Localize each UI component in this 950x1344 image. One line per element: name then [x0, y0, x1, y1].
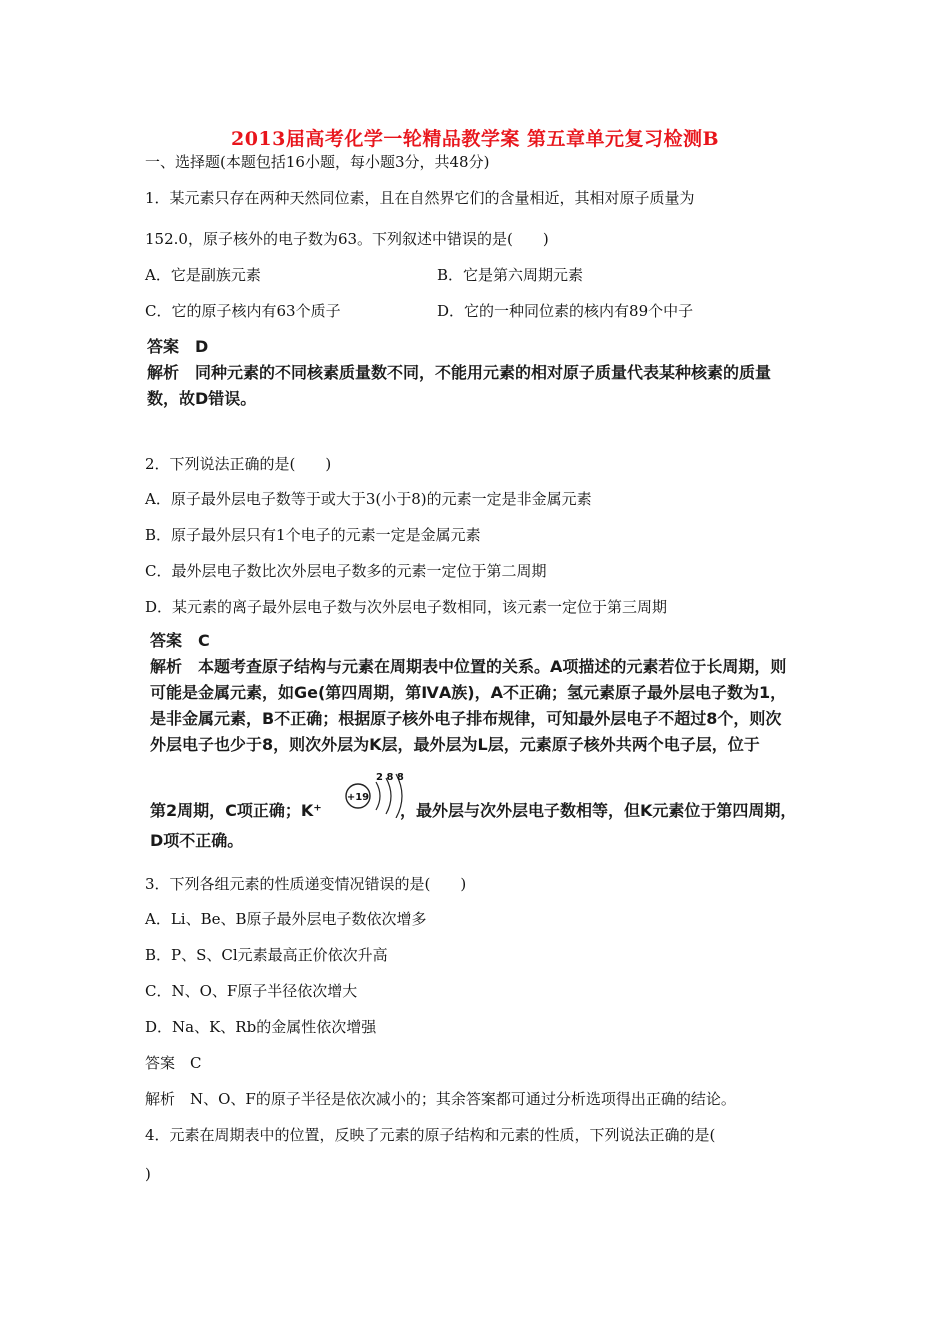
- q2-stem: 2．下列说法正确的是( ): [145, 455, 332, 473]
- q1-analysis-line2: 数，故D错误。: [147, 389, 257, 408]
- q1-option-b: B．它是第六周期元素: [437, 266, 584, 284]
- q2-analysis-line4: 外层电子也少于8，则次外层为K层，最外层为L层，元素原子核外共两个电子层，位于: [150, 735, 760, 754]
- q2-analysis-line6: D项不正确。: [150, 831, 244, 850]
- atom-shells-label: 2 8 8: [376, 772, 404, 783]
- q3-answer: 答案 C: [145, 1054, 202, 1072]
- q1-answer: 答案 D: [147, 337, 209, 356]
- q4-stem-line1: 4．元素在周期表中的位置，反映了元素的原子结构和元素的性质，下列说法正确的是(: [145, 1126, 716, 1144]
- q1-analysis-line1: 解析 同种元素的不同核素质量数不同，不能用元素的相对原子质量代表某种核素的质量: [147, 363, 772, 382]
- q2-option-a: A．原子最外层电子数等于或大于3(小于8)的元素一定是非金属元素: [145, 490, 592, 508]
- document-title: 2013届高考化学一轮精品教学案 第五章单元复习检测B: [230, 128, 720, 150]
- q3-option-d: D．Na、K、Rb的金属性依次增强: [145, 1018, 377, 1036]
- q2-analysis-line1: 解析 本题考查原子结构与元素在周期表中位置的关系。A项描述的元素若位于长周期，则: [150, 657, 787, 676]
- section-heading: 一、选择题(本题包括16小题，每小题3分，共48分): [145, 153, 490, 171]
- q2-option-d: D．某元素的离子最外层电子数与次外层电子数相同，该元素一定位于第三周期: [145, 598, 668, 616]
- q2-answer: 答案 C: [150, 631, 210, 650]
- q2-analysis-line5a: 第2周期，C项正确；K⁺: [150, 801, 322, 820]
- q2-analysis-line5b: ，最外层与次外层电子数相等，但K元素位于第四周期，: [400, 801, 797, 820]
- q4-stem-line2: ): [145, 1165, 151, 1183]
- q3-option-a: A．Li、Be、B原子最外层电子数依次增多: [145, 910, 427, 928]
- atom-nucleus-label: +19: [346, 792, 370, 803]
- q1-option-c: C．它的原子核内有63个质子: [145, 302, 341, 320]
- q3-analysis: 解析 N、O、F的原子半径是依次减小的；其余答案都可通过分析选项得出正确的结论。: [145, 1090, 736, 1108]
- q3-option-b: B．P、S、Cl元素最高正价依次升高: [145, 946, 388, 964]
- q1-stem-line2: 152.0，原子核外的电子数为63。下列叙述中错误的是( ): [145, 230, 549, 248]
- q3-option-c: C．N、O、F原子半径依次增大: [145, 982, 358, 1000]
- q2-analysis-line3: 是非金属元素，B不正确；根据原子核外电子排布规律，可知最外层电子不超过8个，则次: [150, 709, 782, 728]
- q1-option-a: A．它是副族元素: [145, 266, 261, 284]
- q3-stem: 3．下列各组元素的性质递变情况错误的是( ): [145, 875, 467, 893]
- q2-option-c: C．最外层电子数比次外层电子数多的元素一定位于第二周期: [145, 562, 547, 580]
- q2-option-b: B．原子最外层只有1个电子的元素一定是金属元素: [145, 526, 481, 544]
- q1-stem-line1: 1．某元素只存在两种天然同位素，且在自然界它们的含量相近，其相对原子质量为: [145, 189, 695, 207]
- q2-analysis-line2: 可能是金属元素，如Ge(第四周期，第ⅣA族)，A不正确；氢元素原子最外层电子数为1，: [150, 683, 787, 702]
- q1-option-d: D．它的一种同位素的核内有89个中子: [437, 302, 694, 320]
